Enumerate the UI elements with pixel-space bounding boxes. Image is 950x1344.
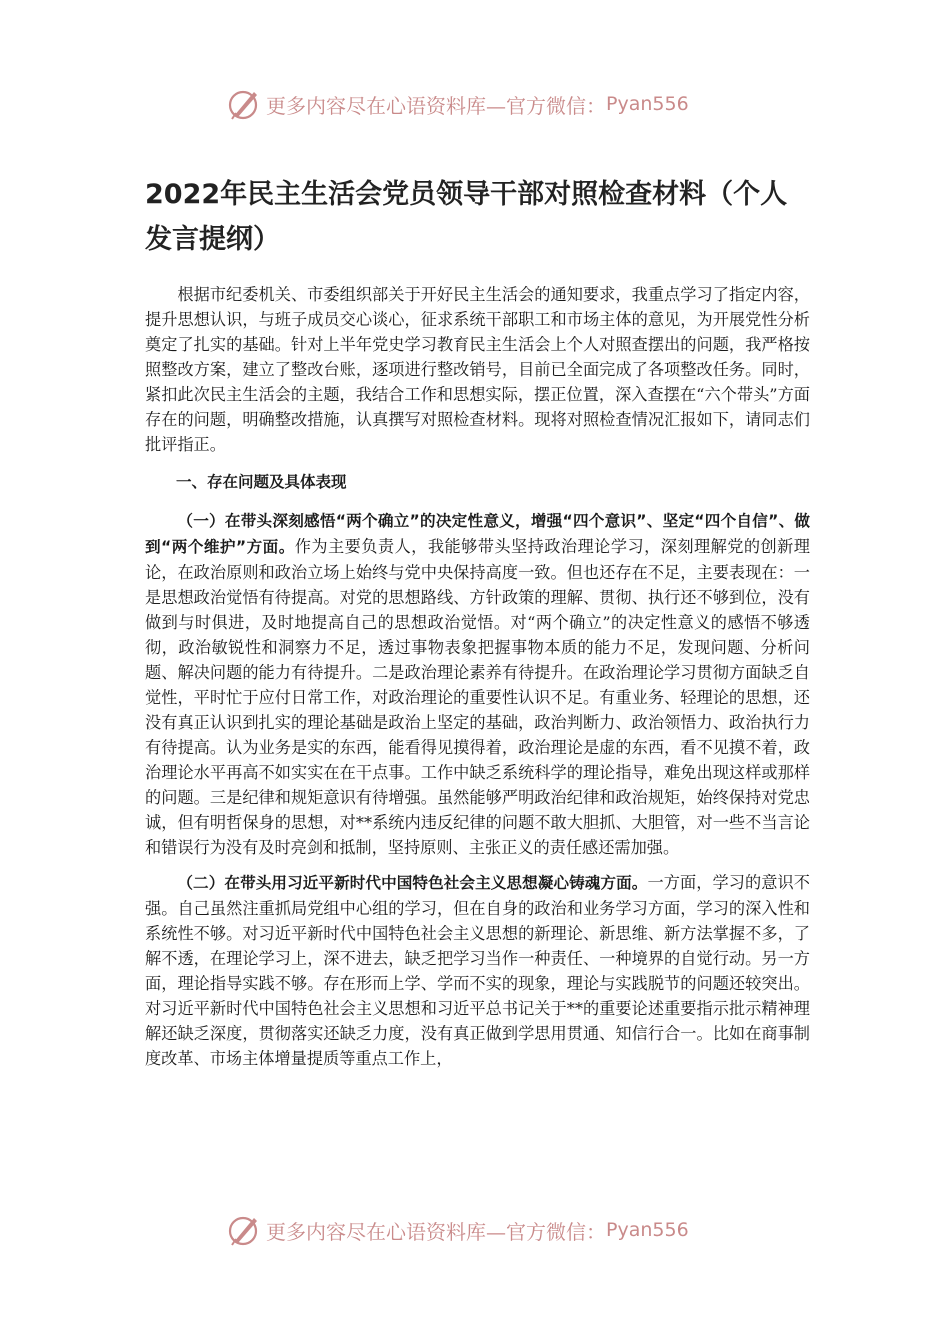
header-watermark-banner xyxy=(226,84,726,124)
subsection-1 xyxy=(145,508,810,860)
subsection-2-body: 一方面，学习的意识不强。自己虽然注重抓局党组中心组的学习，但在自身的政治和业务学习方面，学习的深入性和系统性不够。对习近平新时代中国特色社会主义思想的新理论、新思维、新方法掌握不多，了解不透，在理论学习上，深不进去，缺乏把学习当作一种责任、一种境界的自觉行动。另一方面，理论指导实践不够。存在形而上学、学而不实的现象，理论与实践脱节的问题还较突出。对习近平新时代中国特色社会主义思想和习近平总书记关于**的重要论述重要指示批示精神理解还缺乏深度，贯彻落实还缺乏力度，没有真正做到学思用贯通、知信行合一。比如在商事制度改革、市场主体增量提质等重点工作上， xyxy=(145,873,810,1068)
document-title: 2022年民主生活会党员领导干部对照检查材料（个人发言提纲） xyxy=(145,179,788,255)
subsection-2 xyxy=(145,870,810,1071)
banner-text: 更多内容尽在心语资料库—官方微信： xyxy=(266,1219,606,1244)
banner-wechat-id: Pyan556 xyxy=(606,1219,689,1241)
footer-watermark-banner xyxy=(226,1210,726,1250)
intro-paragraph: 根据市纪委机关、市委组织部关于开好民主生活会的通知要求，我重点学习了指定内容，提升思想认识，与班子成员交心谈心，征求系统干部职工和市场主体的意见，为开展党性分析奠定了扎实的基础。针对上半年党史学习教育民主生活会上个人对照查摆出的问题，我严格按照整改方案，建立了整改台账，逐项进行整改销号，目前已全面完成了各项整改任务。同时，紧扣此次民主生活会的主题，我结合工作和思想实际，摆正位置，深入查摆在“六个带头”方面存在的问题，明确整改措施，认真撰写对照检查材料。现将对照检查情况汇报如下，请同志们批评指正。 xyxy=(145,285,810,454)
banner-text: 更多内容尽在心语资料库—官方微信： xyxy=(266,93,606,118)
quill-logo-icon xyxy=(226,1212,262,1248)
subsection-1-heading: （一）在带头深刻感悟“两个确立”的决定性意义，增强“四个意识”、坚定“四个自信”、做到“两个维护”方面。 xyxy=(145,512,810,556)
subsection-2-heading: （二）在带头用习近平新时代中国特色社会主义思想凝心铸魂方面。 xyxy=(177,874,648,892)
document-body xyxy=(145,282,810,1071)
banner-wechat-id: Pyan556 xyxy=(606,93,689,115)
section-heading: 一、存在问题及具体表现 xyxy=(176,473,347,491)
subsection-1-body: 作为主要负责人，我能够带头坚持政治理论学习，深刻理解党的创新理论，在政治原则和政治立场上始终与党中央保持高度一致。但也还存在不足，主要表现在：一是思想政治觉悟有待提高。对党的思想路线、方针政策的理解、贯彻、执行还不够到位，没有做到与时俱进，及时地提高自己的思想政治觉悟。对“两个确立”的决定性意义的感悟不够透彻，政治敏锐性和洞察力不足，透过事物表象把握事物本质的能力不足，发现问题、分析问题、解决问题的能力有待提升。二是政治理论素养有待提升。在政治理论学习贯彻方面缺乏自觉性，平时忙于应付日常工作，对政治理论的重要性认识不足。有重业务、轻理论的思想，还没有真正认识到扎实的理论基础是政治上坚定的基础，政治判断力、政治领悟力、政治执行力有待提高。认为业务是实的东西，能看得见摸得着，政治理论是虚的东西，看不见摸不着，政治理论水平再高不如实实在在干点事。工作中缺乏系统科学的理论指导，难免出现这样或那样的问题。三是纪律和规矩意识有待增强。虽然能够严明政治纪律和政治规矩，始终保持对党忠诚，但有明哲保身的思想，对**系统内违反纪律的问题不敢大胆抓、大胆管，对一些不当言论和错误行为没有及时亮剑和抵制，坚持原则、主张正义的责任感还需加强。 xyxy=(145,537,810,857)
quill-logo-icon xyxy=(226,86,262,122)
